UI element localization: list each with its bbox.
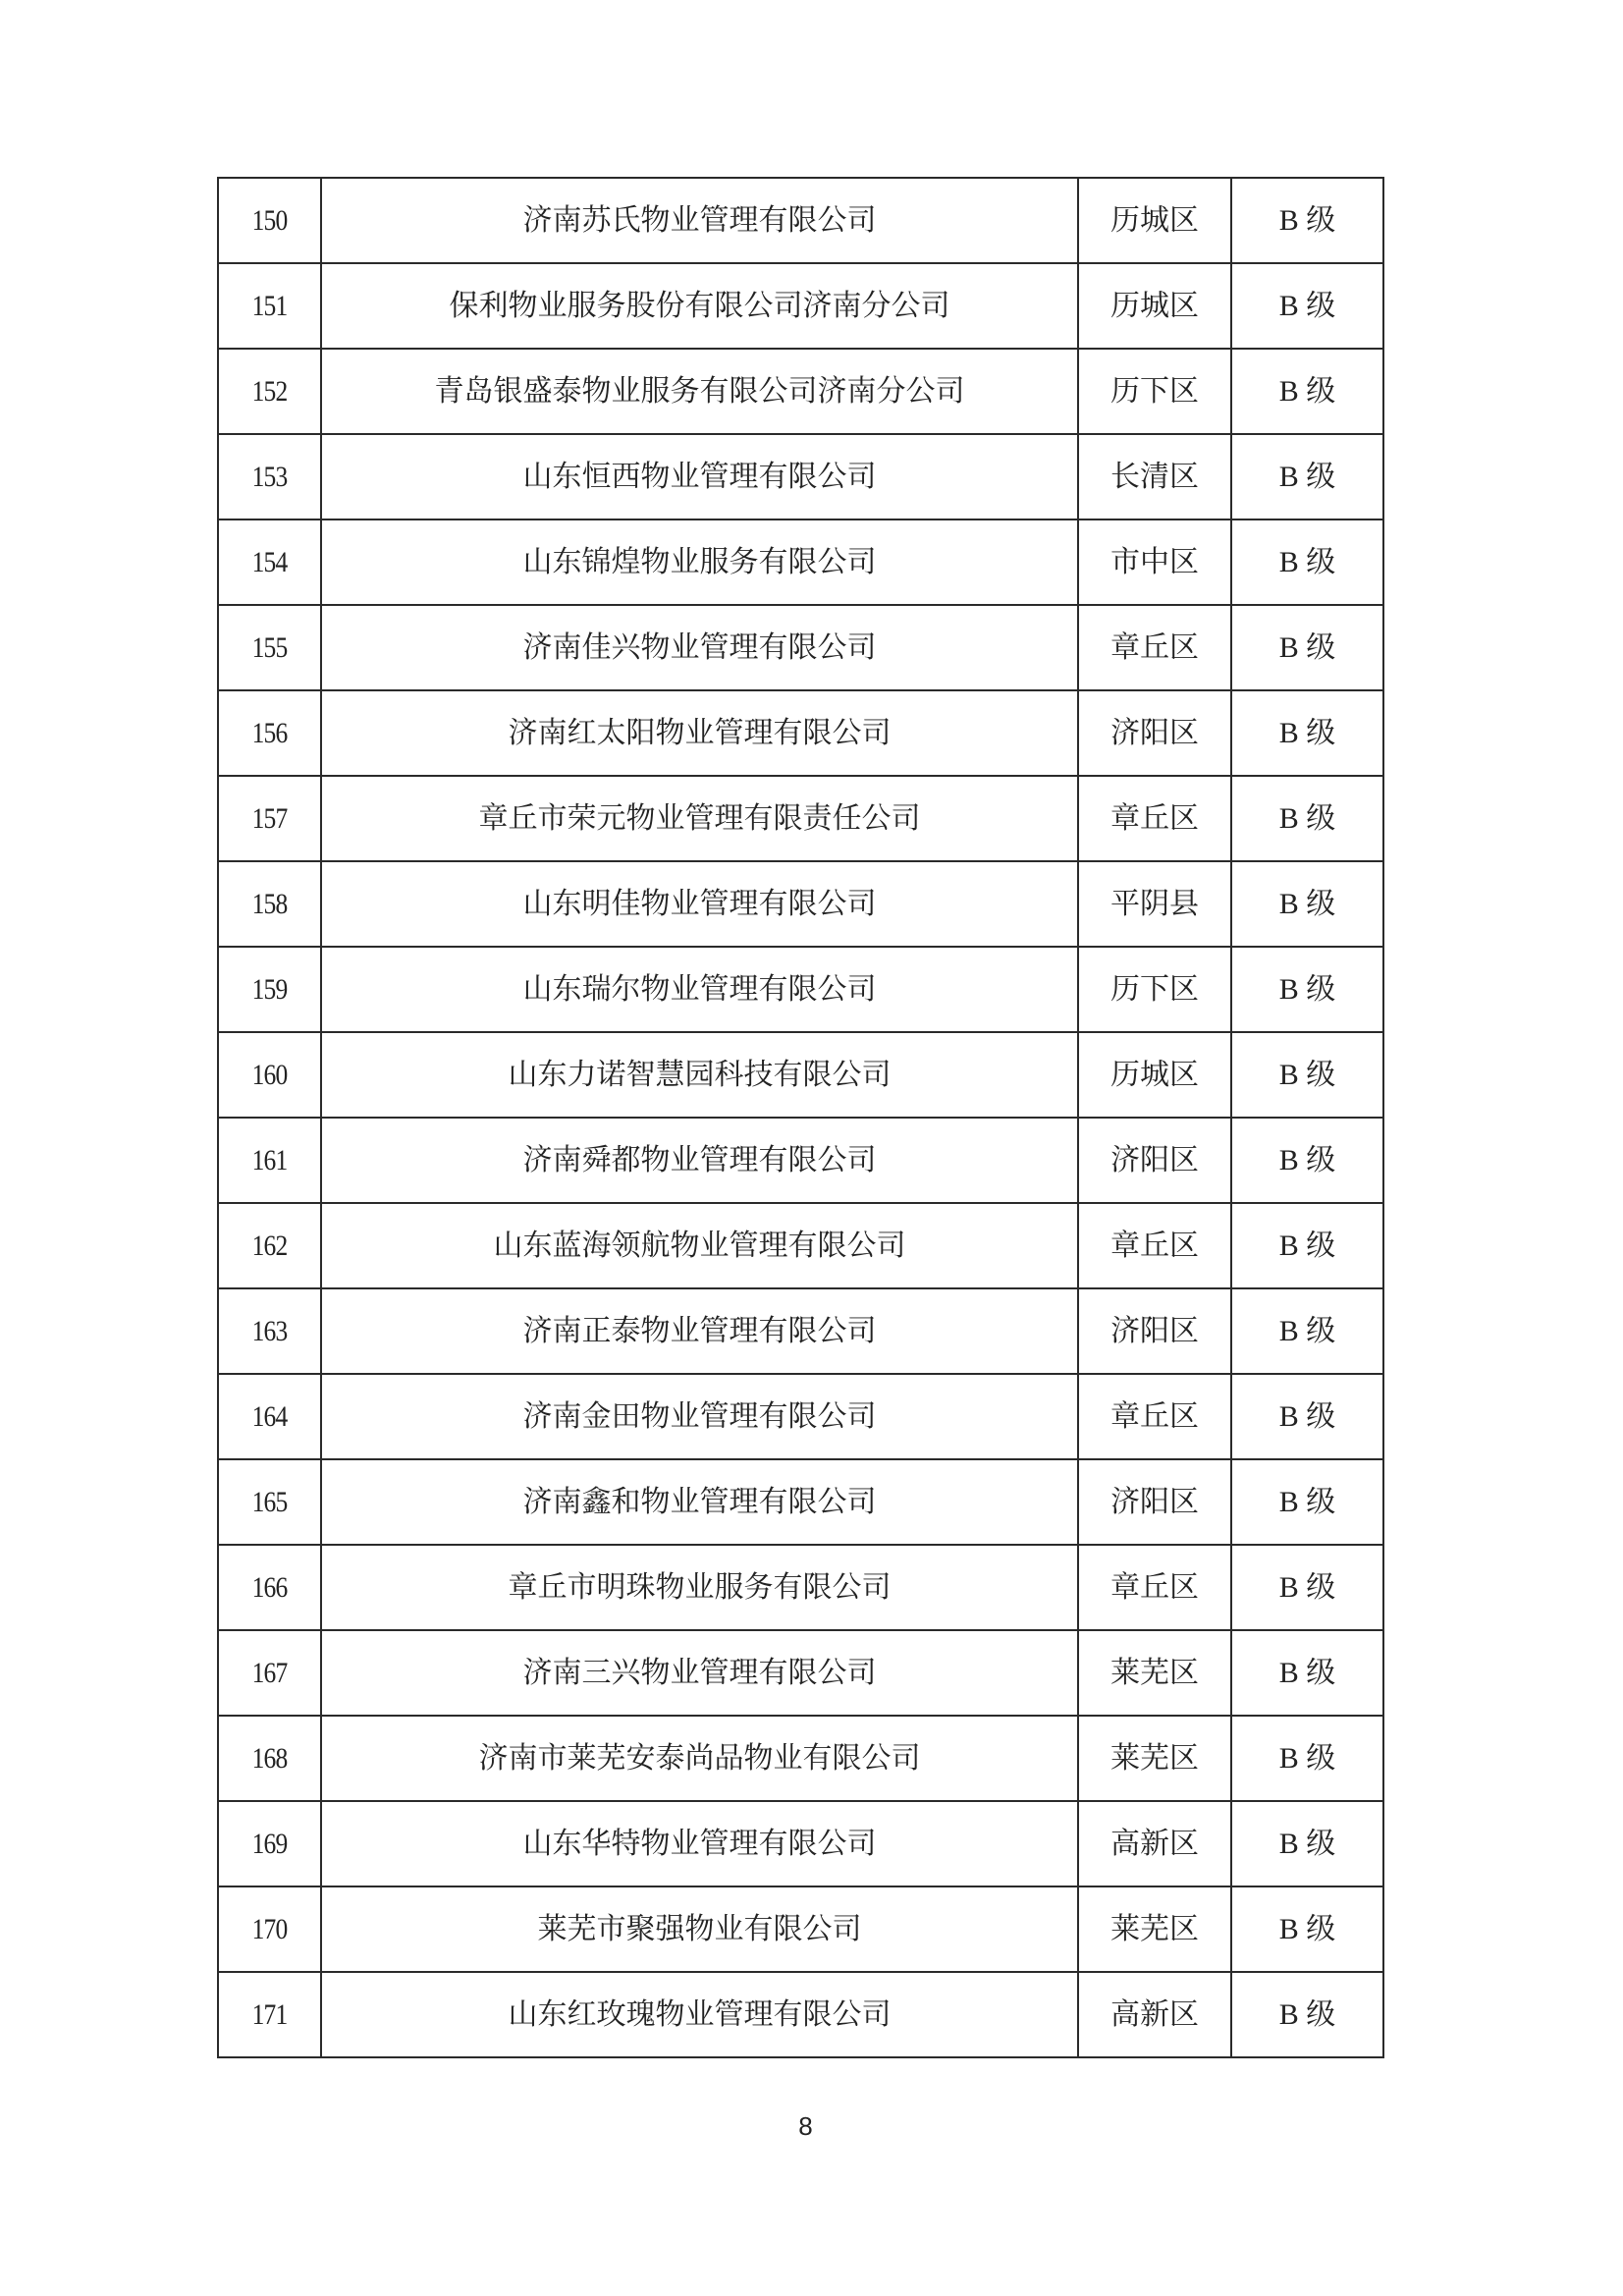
- row-number: 161: [226, 1118, 313, 1203]
- row-number: 169: [226, 1801, 313, 1886]
- row-number: 163: [226, 1288, 313, 1374]
- company-name: 济南三兴物业管理有限公司: [321, 1630, 1078, 1716]
- company-name: 山东蓝海领航物业管理有限公司: [321, 1203, 1078, 1288]
- row-number: 156: [226, 690, 313, 776]
- credit-grade: B 级: [1231, 1032, 1383, 1118]
- district: 章丘区: [1078, 605, 1231, 690]
- district: 长清区: [1078, 434, 1231, 519]
- district: 章丘区: [1078, 776, 1231, 861]
- company-name: 山东瑞尔物业管理有限公司: [321, 947, 1078, 1032]
- credit-grade: B 级: [1231, 1118, 1383, 1203]
- credit-grade: B 级: [1231, 1288, 1383, 1374]
- company-name: 济南红太阳物业管理有限公司: [321, 690, 1078, 776]
- row-number: 158: [226, 861, 313, 947]
- row-number: 150: [226, 178, 313, 263]
- credit-grade: B 级: [1231, 434, 1383, 519]
- credit-grade: B 级: [1231, 349, 1383, 434]
- district: 济阳区: [1078, 1118, 1231, 1203]
- row-number: 162: [226, 1203, 313, 1288]
- company-name: 山东华特物业管理有限公司: [321, 1801, 1078, 1886]
- credit-grade: B 级: [1231, 947, 1383, 1032]
- district: 济阳区: [1078, 690, 1231, 776]
- row-number: 157: [226, 776, 313, 861]
- row-number: 164: [226, 1374, 313, 1459]
- table-row: [218, 1203, 1383, 1288]
- company-name: 章丘市明珠物业服务有限公司: [321, 1545, 1078, 1630]
- district: 历下区: [1078, 349, 1231, 434]
- company-name: 山东红玫瑰物业管理有限公司: [321, 1972, 1078, 2057]
- credit-grade: B 级: [1231, 263, 1383, 349]
- company-name: 章丘市荣元物业管理有限责任公司: [321, 776, 1078, 861]
- row-number: 167: [226, 1630, 313, 1716]
- district: 历下区: [1078, 947, 1231, 1032]
- district: 市中区: [1078, 519, 1231, 605]
- table-row: [218, 776, 1383, 861]
- table-row: [218, 1801, 1383, 1886]
- district: 平阴县: [1078, 861, 1231, 947]
- company-name: 济南苏氏物业管理有限公司: [321, 178, 1078, 263]
- table-row: [218, 605, 1383, 690]
- district: 历城区: [1078, 263, 1231, 349]
- row-number: 159: [226, 947, 313, 1032]
- company-name: 山东锦煌物业服务有限公司: [321, 519, 1078, 605]
- table-body: [218, 178, 1383, 2057]
- company-name: 山东明佳物业管理有限公司: [321, 861, 1078, 947]
- credit-grade: B 级: [1231, 605, 1383, 690]
- company-name: 济南市莱芜安泰尚品物业有限公司: [321, 1716, 1078, 1801]
- credit-grade: B 级: [1231, 1886, 1383, 1972]
- table-row: [218, 519, 1383, 605]
- company-name: 莱芜市聚强物业有限公司: [321, 1886, 1078, 1972]
- row-number: 154: [226, 519, 313, 605]
- district: 章丘区: [1078, 1545, 1231, 1630]
- row-number: 160: [226, 1032, 313, 1118]
- page-number-text: 8: [798, 2111, 813, 2141]
- property-company-grade-table: [217, 177, 1384, 2058]
- table-row: [218, 1459, 1383, 1545]
- company-name: 山东恒西物业管理有限公司: [321, 434, 1078, 519]
- table-row: [218, 349, 1383, 434]
- row-number: 171: [226, 1972, 313, 2057]
- table-row: [218, 1032, 1383, 1118]
- table-row: [218, 434, 1383, 519]
- company-name: 济南鑫和物业管理有限公司: [321, 1459, 1078, 1545]
- table-row: [218, 1630, 1383, 1716]
- table-row: [218, 947, 1383, 1032]
- district: 莱芜区: [1078, 1630, 1231, 1716]
- credit-grade: B 级: [1231, 1374, 1383, 1459]
- table-row: [218, 861, 1383, 947]
- district: 高新区: [1078, 1801, 1231, 1886]
- district: 章丘区: [1078, 1374, 1231, 1459]
- table-row: [218, 690, 1383, 776]
- district: 济阳区: [1078, 1288, 1231, 1374]
- table-row: [218, 1288, 1383, 1374]
- credit-grade: B 级: [1231, 1972, 1383, 2057]
- row-number: 151: [226, 263, 313, 349]
- row-number: 168: [226, 1716, 313, 1801]
- credit-grade: B 级: [1231, 1203, 1383, 1288]
- company-name: 济南佳兴物业管理有限公司: [321, 605, 1078, 690]
- company-name: 济南正泰物业管理有限公司: [321, 1288, 1078, 1374]
- district: 高新区: [1078, 1972, 1231, 2057]
- company-name: 济南舜都物业管理有限公司: [321, 1118, 1078, 1203]
- row-number: 170: [226, 1886, 313, 1972]
- credit-grade: B 级: [1231, 1801, 1383, 1886]
- table-row: [218, 1886, 1383, 1972]
- table-row: [218, 1716, 1383, 1801]
- district: 莱芜区: [1078, 1886, 1231, 1972]
- credit-grade: B 级: [1231, 1545, 1383, 1630]
- credit-grade: B 级: [1231, 1630, 1383, 1716]
- row-number: 166: [226, 1545, 313, 1630]
- table-row: [218, 1374, 1383, 1459]
- table-row: [218, 1972, 1383, 2057]
- credit-grade: B 级: [1231, 690, 1383, 776]
- row-number: 153: [226, 434, 313, 519]
- table-row: [218, 1118, 1383, 1203]
- company-name: 保利物业服务股份有限公司济南分公司: [321, 263, 1078, 349]
- company-name: 山东力诺智慧园科技有限公司: [321, 1032, 1078, 1118]
- row-number: 165: [226, 1459, 313, 1545]
- credit-grade: B 级: [1231, 861, 1383, 947]
- table-row: [218, 263, 1383, 349]
- credit-grade: B 级: [1231, 1459, 1383, 1545]
- company-name: 青岛银盛泰物业服务有限公司济南分公司: [321, 349, 1078, 434]
- credit-grade: B 级: [1231, 178, 1383, 263]
- district: 济阳区: [1078, 1459, 1231, 1545]
- district: 历城区: [1078, 1032, 1231, 1118]
- credit-grade: B 级: [1231, 519, 1383, 605]
- credit-grade: B 级: [1231, 1716, 1383, 1801]
- company-name: 济南金田物业管理有限公司: [321, 1374, 1078, 1459]
- table-row: [218, 1545, 1383, 1630]
- district: 莱芜区: [1078, 1716, 1231, 1801]
- table-row: [218, 178, 1383, 263]
- page-number: [0, 2111, 1623, 2142]
- row-number: 152: [226, 349, 313, 434]
- district: 历城区: [1078, 178, 1231, 263]
- row-number: 155: [226, 605, 313, 690]
- credit-grade: B 级: [1231, 776, 1383, 861]
- district: 章丘区: [1078, 1203, 1231, 1288]
